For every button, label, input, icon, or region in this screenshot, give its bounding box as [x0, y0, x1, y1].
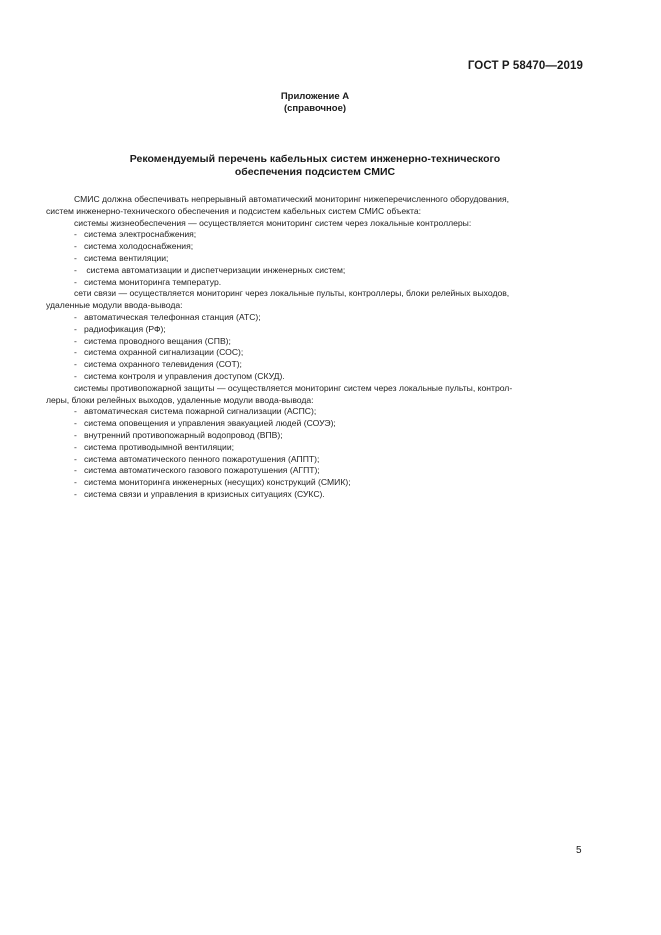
list-item-text: система электроснабжения; [84, 229, 197, 240]
list-dash: - [74, 429, 77, 440]
list-item [46, 442, 584, 454]
list-dash: - [74, 477, 77, 488]
list-item [46, 229, 584, 241]
section-heading [0, 153, 630, 179]
fire-intro-line-2: леры, блоки релейных выходов, удаленные модули ввода-вывода: [46, 394, 314, 405]
list-dash: - [74, 418, 77, 429]
list-dash: - [74, 229, 77, 240]
list-item-text: система холодоснабжения; [84, 241, 194, 252]
list-item-text: система проводного вещания (СПВ); [84, 335, 231, 346]
list-dash: - [74, 323, 77, 334]
list-item-text: система автоматического газового пожаротушения (АГПТ); [84, 465, 320, 476]
list-dash: - [74, 359, 77, 370]
annex-title: Приложение А [280, 91, 350, 102]
list-item-text: система охранной сигнализации (СОС); [84, 347, 244, 358]
list-item [46, 359, 584, 371]
list-item-text: система автоматического пенного пожаротушения (АППТ); [84, 453, 320, 464]
list-dash: - [74, 406, 77, 417]
list-item [46, 277, 584, 289]
comms-intro-line-1: сети связи — осуществляется мониторинг через локальные пульты, контроллеры, блоки релейных выходов, [74, 288, 510, 299]
list-dash: - [74, 311, 77, 322]
list-item [46, 312, 584, 324]
comms-list [46, 312, 584, 383]
list-dash: - [74, 276, 77, 287]
life-support-intro: системы жизнеобеспечения — осуществляется мониторинг систем через локальные контроллеры: [74, 217, 472, 228]
list-item [46, 347, 584, 359]
list-item [46, 454, 584, 466]
annex-block [0, 91, 630, 115]
list-dash: - [74, 252, 77, 263]
list-item [46, 418, 584, 430]
list-item-text: внутренний противопожарный водопровод (ВПВ); [84, 429, 283, 440]
list-item-text: система связи и управления в кризисных ситуациях (СУКС). [84, 488, 325, 499]
list-item [46, 489, 584, 501]
list-dash: - [74, 453, 77, 464]
list-item [46, 324, 584, 336]
list-dash: - [74, 347, 77, 358]
list-item-text: автоматическая система пожарной сигнализации (АСПС); [84, 406, 317, 417]
life-support-list [46, 229, 584, 288]
list-dash: - [74, 441, 77, 452]
intro-paragraph-line-2: систем инженерно-технического обеспечения и подсистем кабельных систем СМИС объекта: [46, 205, 422, 216]
list-dash: - [74, 370, 77, 381]
section-heading-line-1: Рекомендуемый перечень кабельных систем инженерно-технического [129, 153, 501, 165]
document-body [46, 194, 584, 501]
list-item [46, 371, 584, 383]
list-item [46, 406, 584, 418]
list-item-text: система мониторинга температур. [84, 276, 222, 287]
intro-paragraph-line-1: СМИС должна обеспечивать непрерывный автоматический мониторинг нижеперечисленного оборудования, [74, 194, 510, 204]
list-item-text: система мониторинга инженерных (несущих) конструкций (СМИК); [84, 477, 351, 488]
list-item-text: система противодымной вентиляции; [84, 441, 235, 452]
fire-intro-line-1: системы противопожарной защиты — осуществляется мониторинг систем через локальные пульты, контрол- [74, 382, 513, 393]
page-number: 5 [576, 845, 582, 856]
list-item-text: система контроля и управления доступом (СКУД). [84, 370, 285, 381]
list-dash: - [74, 465, 77, 476]
list-dash: - [74, 241, 77, 252]
list-item-text: система охранного телевидения (СОТ); [84, 359, 242, 370]
list-item [46, 430, 584, 442]
annex-subtitle: (справочное) [283, 103, 347, 114]
list-item [46, 336, 584, 348]
comms-intro-line-2: удаленные модули ввода-вывода: [46, 300, 183, 311]
list-item-text: система автоматизации и диспетчеризации инженерных систем; [84, 264, 346, 275]
list-dash: - [74, 335, 77, 346]
list-dash: - [74, 488, 77, 499]
list-item [46, 253, 584, 265]
list-item [46, 241, 584, 253]
list-item-text: система оповещения и управления эвакуацией людей (СОУЭ); [84, 418, 336, 429]
list-dash: - [74, 264, 77, 275]
list-item [46, 465, 584, 477]
list-item [46, 477, 584, 489]
list-item-text: автоматическая телефонная станция (АТС); [84, 311, 261, 322]
fire-list [46, 406, 584, 500]
list-item-text: радиофикация (РФ); [84, 323, 166, 334]
list-item [46, 265, 584, 277]
section-heading-line-2: обеспечения подсистем СМИС [234, 166, 396, 178]
standard-code: ГОСТ Р 58470—2019 [467, 60, 583, 72]
list-item-text: система вентиляции; [84, 252, 169, 263]
